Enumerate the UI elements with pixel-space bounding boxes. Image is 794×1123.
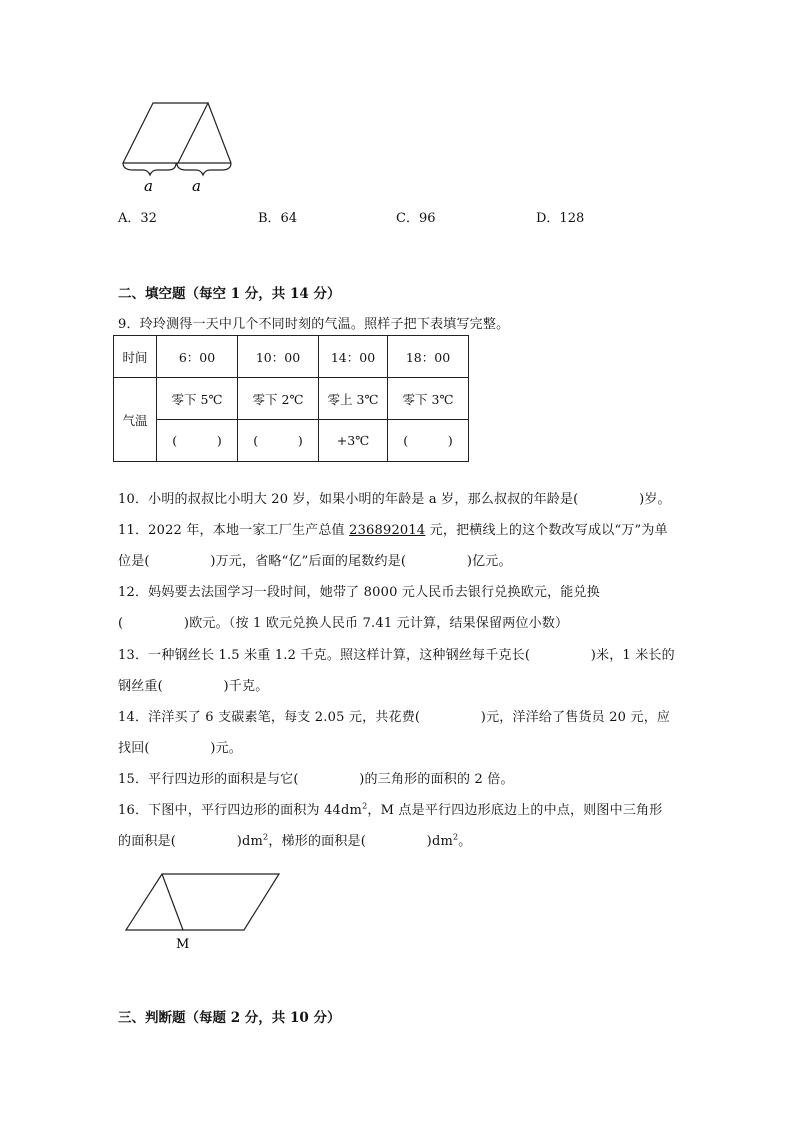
- time-cell: 14：00: [319, 336, 388, 378]
- left-parallelogram: [123, 103, 208, 163]
- answer-blank-cell[interactable]: ( ): [238, 420, 319, 462]
- answer-blank-cell[interactable]: ( ): [157, 420, 238, 462]
- question-11-line-1: [118, 519, 668, 538]
- section-title-true-false: 三、判断题（每题 2 分，共 10 分）: [118, 1010, 341, 1026]
- time-cell: 6：00: [157, 336, 238, 378]
- q16-superscript: 2: [263, 832, 269, 842]
- question-14-line-1: 14．洋洋买了 6 支碳素笔，每支 2.05 元，共花费( )元，洋洋给了售货员 20 元，应: [118, 710, 671, 725]
- question-12-line-2: ( )欧元。（按 1 欧元兑换人民币 7.41 元计算，结果保留两位小数）: [118, 616, 569, 631]
- answer-options: [118, 207, 678, 227]
- question-16-line-1: [118, 799, 662, 818]
- question-12-line-1: 12．妈妈要去法国学习一段时间，她带了 8000 元人民币去银行兑换欧元，能兑换: [118, 585, 600, 600]
- option-b[interactable]: B．64: [258, 211, 298, 226]
- question-11-line-2: 位是( )万元，省略“亿”后面的尾数约是( )亿元。: [118, 554, 512, 569]
- question-15-text: 15．平行四边形的面积是与它( )的三角形的面积的 2 倍。: [118, 772, 514, 787]
- right-edge: [208, 103, 231, 163]
- q11-underlined-number: 236892014: [349, 523, 426, 538]
- label-a-right: a: [192, 177, 201, 195]
- time-cell: 18：00: [388, 336, 469, 378]
- q16-line2c: 。: [458, 834, 472, 849]
- time-cell: 10：00: [238, 336, 319, 378]
- q11-part1: 11．2022 年，本地一家工厂生产总值: [118, 523, 350, 538]
- segment-to-midpoint: [162, 874, 183, 930]
- question-16-line-2: [118, 830, 472, 849]
- option-a[interactable]: A．32: [118, 211, 157, 226]
- answer-blank-cell[interactable]: ( ): [388, 420, 469, 462]
- option-c[interactable]: C．96: [396, 211, 436, 226]
- question-14-line-2: 找回( )元。: [118, 741, 242, 756]
- q11-part2: 元，把横线上的这个数改写成以“万”为单: [425, 523, 668, 538]
- parallelogram-triangle-figure: [120, 866, 290, 952]
- description-cell: 零下 3℃: [388, 378, 469, 420]
- question-13-line-1: 13．一种钢丝长 1.5 米重 1.2 千克。照这样计算，这种钢丝每千克长( )米，1 米长的: [118, 648, 675, 663]
- section-title-fill-in: 二、填空题（每空 1 分，共 14 分）: [118, 286, 341, 302]
- question-9-text: 9．玲玲测得一天中几个不同时刻的气温。照样子把下表填写完整。: [118, 317, 510, 332]
- option-d[interactable]: D．128: [536, 211, 585, 226]
- question-13-line-2: 钢丝重( )千克。: [118, 679, 269, 694]
- q16-superscript: 2: [453, 832, 459, 842]
- point-m-label: M: [176, 937, 190, 952]
- temperature-table: [113, 335, 469, 462]
- row-temperature-label: 气温: [114, 378, 157, 462]
- left-brace: [123, 163, 176, 175]
- q16-line2b: ，梯形的面积是( )dm: [268, 834, 453, 849]
- q16-superscript: 2: [362, 801, 368, 811]
- q16-line2a: 的面积是( )dm: [118, 834, 264, 849]
- description-cell: 零下 5℃: [157, 378, 238, 420]
- value-cell: +3℃: [319, 420, 388, 462]
- description-cell: 零下 2℃: [238, 378, 319, 420]
- header-time-label: 时间: [114, 336, 157, 378]
- question-10-text: 10．小明的叔叔比小明大 20 岁，如果小明的年龄是 a 岁，那么叔叔的年龄是( )岁。: [118, 492, 671, 507]
- right-brace: [177, 163, 231, 175]
- q16-line1a: 16．下图中，平行四边形的面积为 44dm: [118, 803, 363, 818]
- outer-parallelogram: [126, 874, 279, 930]
- label-a-left: a: [144, 177, 153, 195]
- description-cell: 零上 3℃: [319, 378, 388, 420]
- q16-line1b: ，M 点是平行四边形底边上的中点，则图中三角形: [367, 803, 663, 818]
- parallelogram-figure: [118, 98, 238, 198]
